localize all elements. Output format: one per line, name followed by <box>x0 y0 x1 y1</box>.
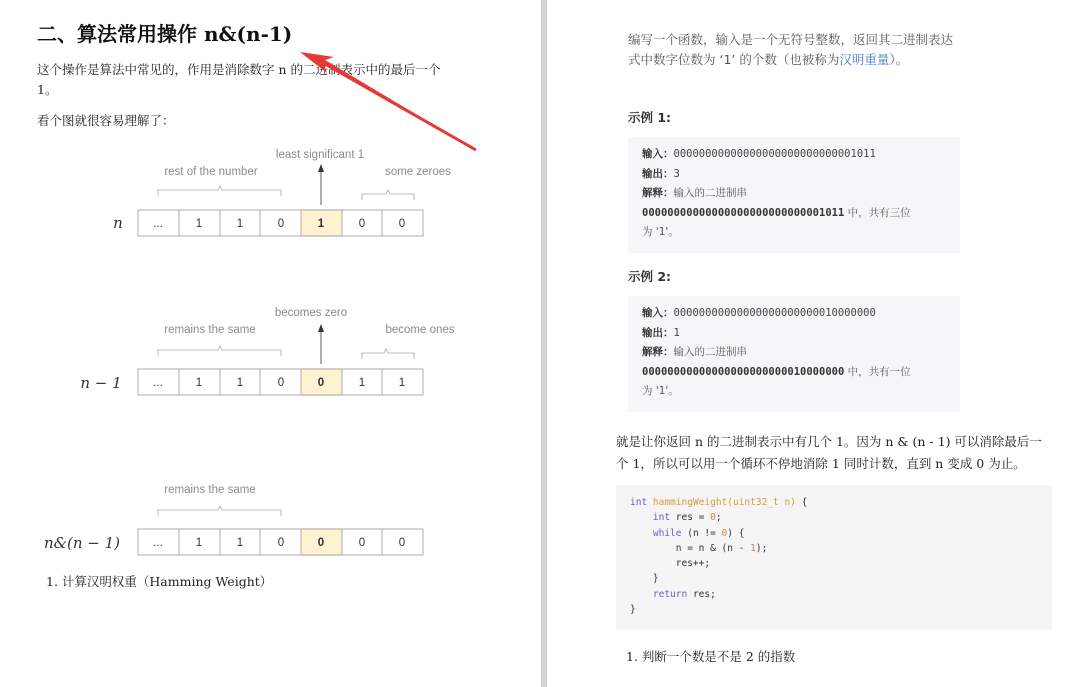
row1-cells <box>138 210 423 236</box>
problem-description <box>628 30 988 70</box>
example1-output: 3 <box>673 167 680 180</box>
row1-cell-3: 0 <box>277 218 285 230</box>
row1-cell-6: 0 <box>398 218 406 230</box>
row2-cells <box>138 369 423 395</box>
row1-cell-5: 0 <box>358 218 366 230</box>
row3-var: n&(n − 1) <box>43 534 121 552</box>
code-block: int hammingWeight(uint32_t n) { int res = 0; while (n != 0) { n = n & (n - 1); res++; } return res; } <box>616 485 1052 630</box>
bit-diagram <box>0 140 541 570</box>
row1-label-right: some zeroes <box>385 166 451 178</box>
row3-cell-1: 1 <box>195 537 203 549</box>
example2-input: 00000000000000000000000010000000 <box>673 307 876 319</box>
row1-cell-1: 1 <box>195 218 203 230</box>
row1-cell-0: ... <box>153 218 163 230</box>
row3-cell-2: 1 <box>236 537 244 549</box>
intro-line-1: 这个操作是算法中常见的，作用是消除数字 n 的二进制表示中的最后一个 <box>37 62 441 77</box>
red-arrow-annotation <box>0 0 541 200</box>
row2-arrow-head <box>318 324 324 332</box>
row2-cell-4: 0 <box>317 377 325 389</box>
row2-cell-0: ... <box>153 377 163 389</box>
row3-cells <box>138 529 423 555</box>
row2-label-left: remains the same <box>164 324 256 336</box>
left-list-item: 1. 计算汉明权重（Hamming Weight） <box>46 574 273 589</box>
row2-label-mid: becomes zero <box>274 307 348 319</box>
desc-line-1: 编写一个函数，输入是一个无符号整数，返回其二进制表达 <box>628 32 954 47</box>
row2-cell-5: 1 <box>358 377 366 389</box>
row1-var: n <box>113 214 123 232</box>
example2-box: 输入：00000000000000000000000010000000 输出：1 解释：输入的二进制串 00000000000000000000000010000000 中，共有一位 为 '1'。 <box>628 296 960 412</box>
row1-label-left: rest of the number <box>164 166 258 178</box>
row3-cell-0: ... <box>153 537 163 549</box>
row2-cell-1: 1 <box>195 377 203 389</box>
row1-label-mid: least significant 1 <box>275 149 365 161</box>
row3-brace-left <box>158 506 281 516</box>
row2-cell-6: 1 <box>398 377 406 389</box>
example1-box: 输入：00000000000000000000000000001011 输出：3 解释：输入的二进制串 00000000000000000000000000001011 中，共有三位 为 '1'。 <box>628 137 960 253</box>
row2-cell-3: 0 <box>277 377 285 389</box>
row2-brace-right <box>362 349 414 359</box>
row3-cell-3: 0 <box>277 537 285 549</box>
row2-var: n − 1 <box>80 374 122 392</box>
example2-title: 示例 2: <box>628 269 672 284</box>
row3-cell-5: 0 <box>358 537 366 549</box>
example1-title: 示例 1: <box>628 110 672 125</box>
example2-output: 1 <box>673 326 680 339</box>
row3-cell-4: 0 <box>317 537 325 549</box>
row2-brace-left <box>158 346 281 356</box>
row3-cell-6: 0 <box>398 537 406 549</box>
see-figure-text: 看个图就很容易理解了： <box>37 113 175 128</box>
explanation-paragraph: 就是让你返回 n 的二进制表示中有几个 1。因为 n & (n - 1) 可以消除最后一 个 1，所以可以用一个循环不停地消除 1 同时计数，直到 n 变成 0 为止。 <box>616 434 1042 471</box>
row1-cell-4: 1 <box>317 218 325 230</box>
intro-line-2: 1。 <box>37 82 58 97</box>
right-list-item: 1. 判断一个数是不是 2 的指数 <box>626 649 796 664</box>
section-heading: 二、算法常用操作 n&(n-1) <box>37 22 293 46</box>
row2-cell-2: 1 <box>236 377 244 389</box>
desc-line-2: 式中数字位数为 ‘1’ 的个数（也被称为汉明重量）。 <box>628 52 909 67</box>
example1-input: 00000000000000000000000000001011 <box>673 148 876 160</box>
row1-cell-2: 1 <box>236 218 244 230</box>
hamming-weight-link[interactable]: 汉明重量 <box>839 52 890 67</box>
row2-label-right: become ones <box>385 324 455 336</box>
row3-label-left: remains the same <box>164 484 256 496</box>
